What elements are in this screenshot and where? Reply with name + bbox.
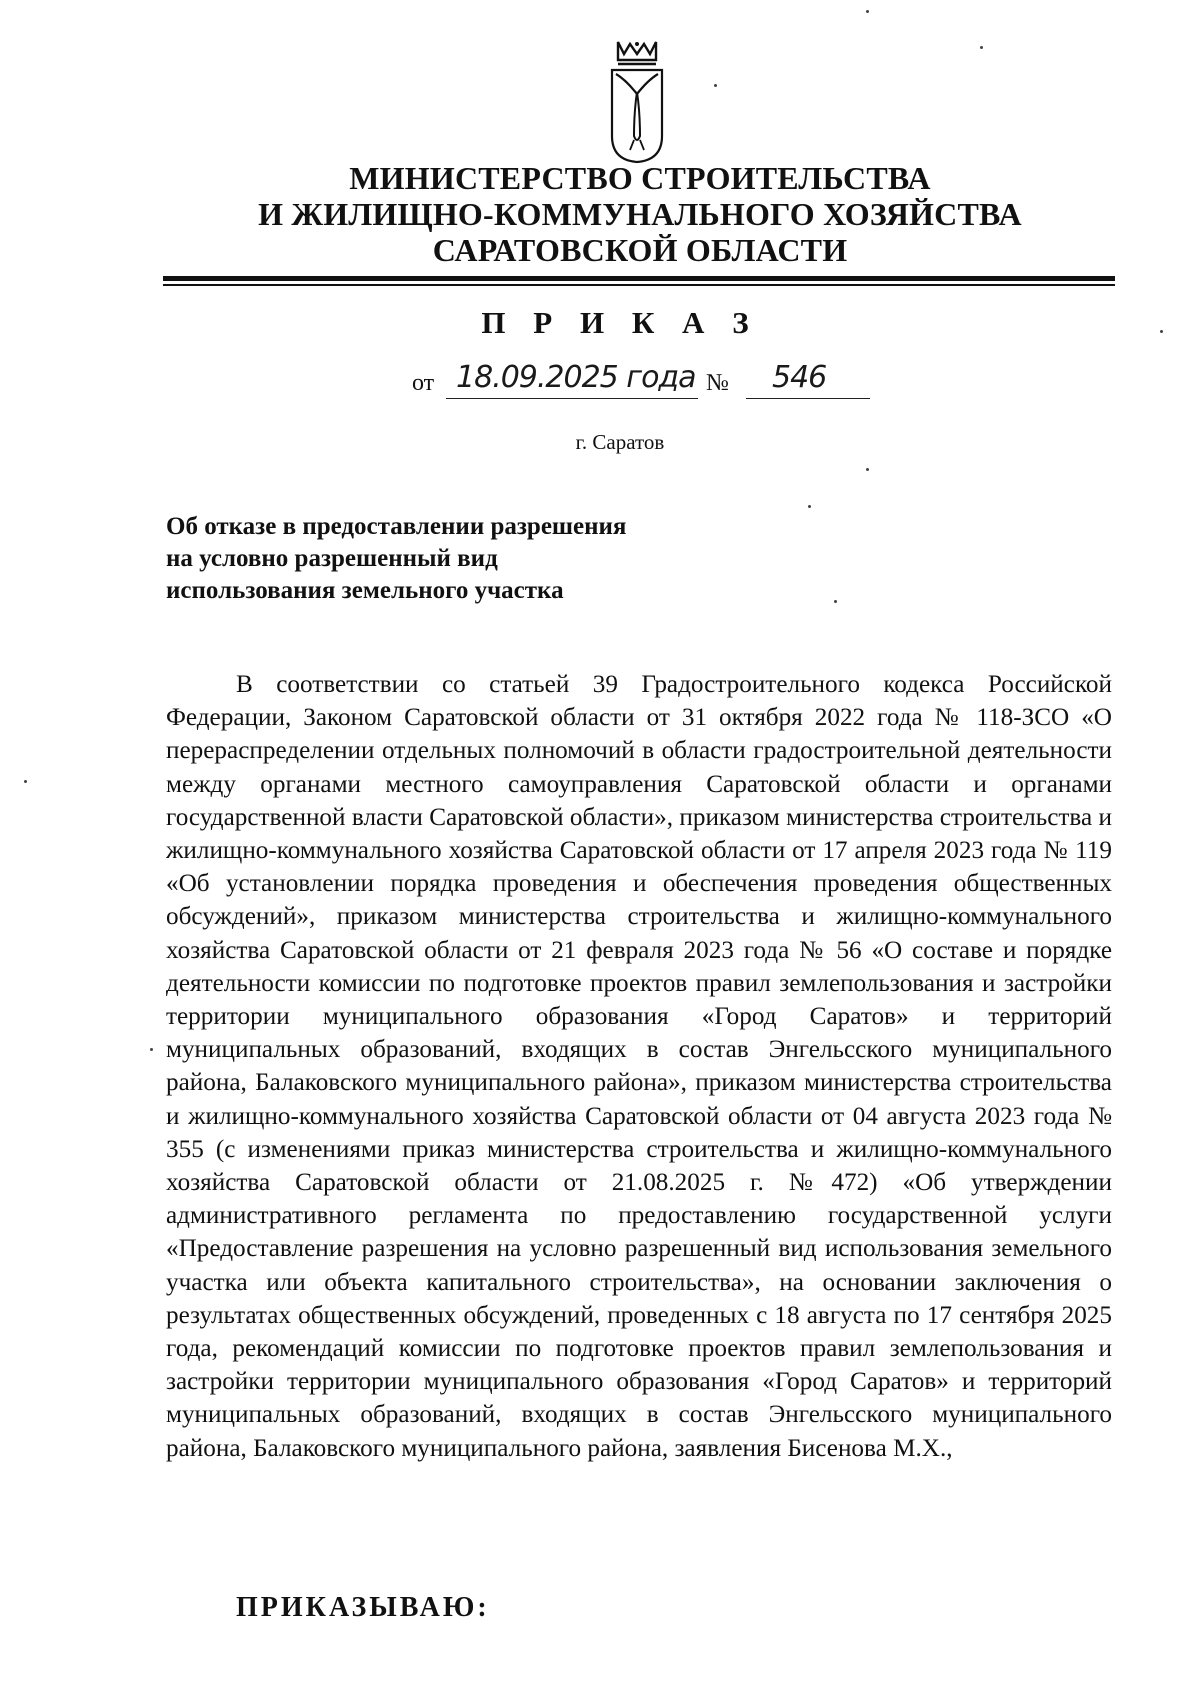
ministry-name-line-1: МИНИСТЕРСТВО СТРОИТЕЛЬСТВА <box>349 160 931 196</box>
date-underline <box>446 398 698 399</box>
order-date-number-line <box>0 360 1200 410</box>
order-city: г. Саратов <box>575 430 665 454</box>
scan-speck <box>866 10 869 13</box>
handwritten-number: 546 <box>772 360 827 395</box>
scan-speck <box>808 505 811 508</box>
order-subject <box>166 511 786 607</box>
scan-speck <box>1160 330 1163 333</box>
subject-line-2: на условно разрешенный вид <box>166 545 498 572</box>
scan-speck <box>150 1048 153 1051</box>
header-divider-thick <box>163 276 1115 281</box>
order-title: П Р И К А З <box>481 305 759 340</box>
order-body-paragraph: В соответствии со статьей 39 Градостроительного кодекса Российской Федерации, Законом Саратовской области от 31 октября 2022 года № 118-ЗСО «О перераспределении отдельных полномочий в области градостроительной деятельности между органами местного самоуправления Саратовской области и органами государственной власти Саратовской области», приказом министерства строительства и жилищно-коммунального хозяйства Саратовской области от 17 апреля 2023 года № 119 «Об установлении порядка проведения и обеспечения проведения общественных обсуждений», приказом министерства строительства и жилищно-коммунального хозяйства Саратовской области от 21 февраля 2023 года № 56 «О составе и порядке деятельности комиссии по подготовке проектов правил землепользования и застройки территории муниципального образования «Город Саратов» и территорий муниципальных образований, входящих в состав Энгельсского муниципального района, Балаковского муниципального района», приказом министерства строительства и жилищно-коммунального хозяйства Саратовской области от 04 августа 2023 года № 355 (с изменениями приказ министерства строительства и жилищно-коммунального хозяйства Саратовской области от 21.08.2025 г. №472) «Об утверждении административного регламента по предоставлению государственной услуги «Предоставление разрешения на условно разрешенный вид использования земельного участка или объекта капитального строительства», на основании заключения о результатах общественных обсуждений, проведенных с 18 августа по 17 сентября 2025 года, рекомендаций комиссии по подготовке проектов правил землепользования и застройки территории муниципального образования «Город Саратов» и территорий муниципальных образований, входящих в состав Энгельсского муниципального района, Балаковского муниципального района, заявления Бисенова М.Х., <box>166 671 1112 1462</box>
decree-label: ПРИКАЗЫВАЮ: <box>236 1592 490 1623</box>
scan-speck <box>866 468 869 471</box>
subject-line-1: Об отказе в предоставлении разрешения <box>166 513 627 540</box>
header-divider-thin <box>163 284 1115 286</box>
number-label: № <box>706 370 729 396</box>
scan-speck <box>24 780 27 783</box>
scan-speck <box>980 46 983 49</box>
subject-line-3: использования земельного участка <box>166 577 564 604</box>
saratov-coat-of-arms-icon <box>604 40 670 164</box>
ministry-name <box>160 160 1120 268</box>
scan-speck <box>834 600 837 603</box>
number-underline <box>746 398 870 399</box>
handwritten-date: 18.09.2025 года <box>456 360 696 395</box>
scan-speck <box>714 84 717 87</box>
ministry-name-line-3: САРАТОВСКОЙ ОБЛАСТИ <box>432 232 848 268</box>
ministry-name-line-2: И ЖИЛИЩНО-КОММУНАЛЬНОГО ХОЗЯЙСТВА <box>258 196 1022 232</box>
date-label: от <box>412 370 435 396</box>
